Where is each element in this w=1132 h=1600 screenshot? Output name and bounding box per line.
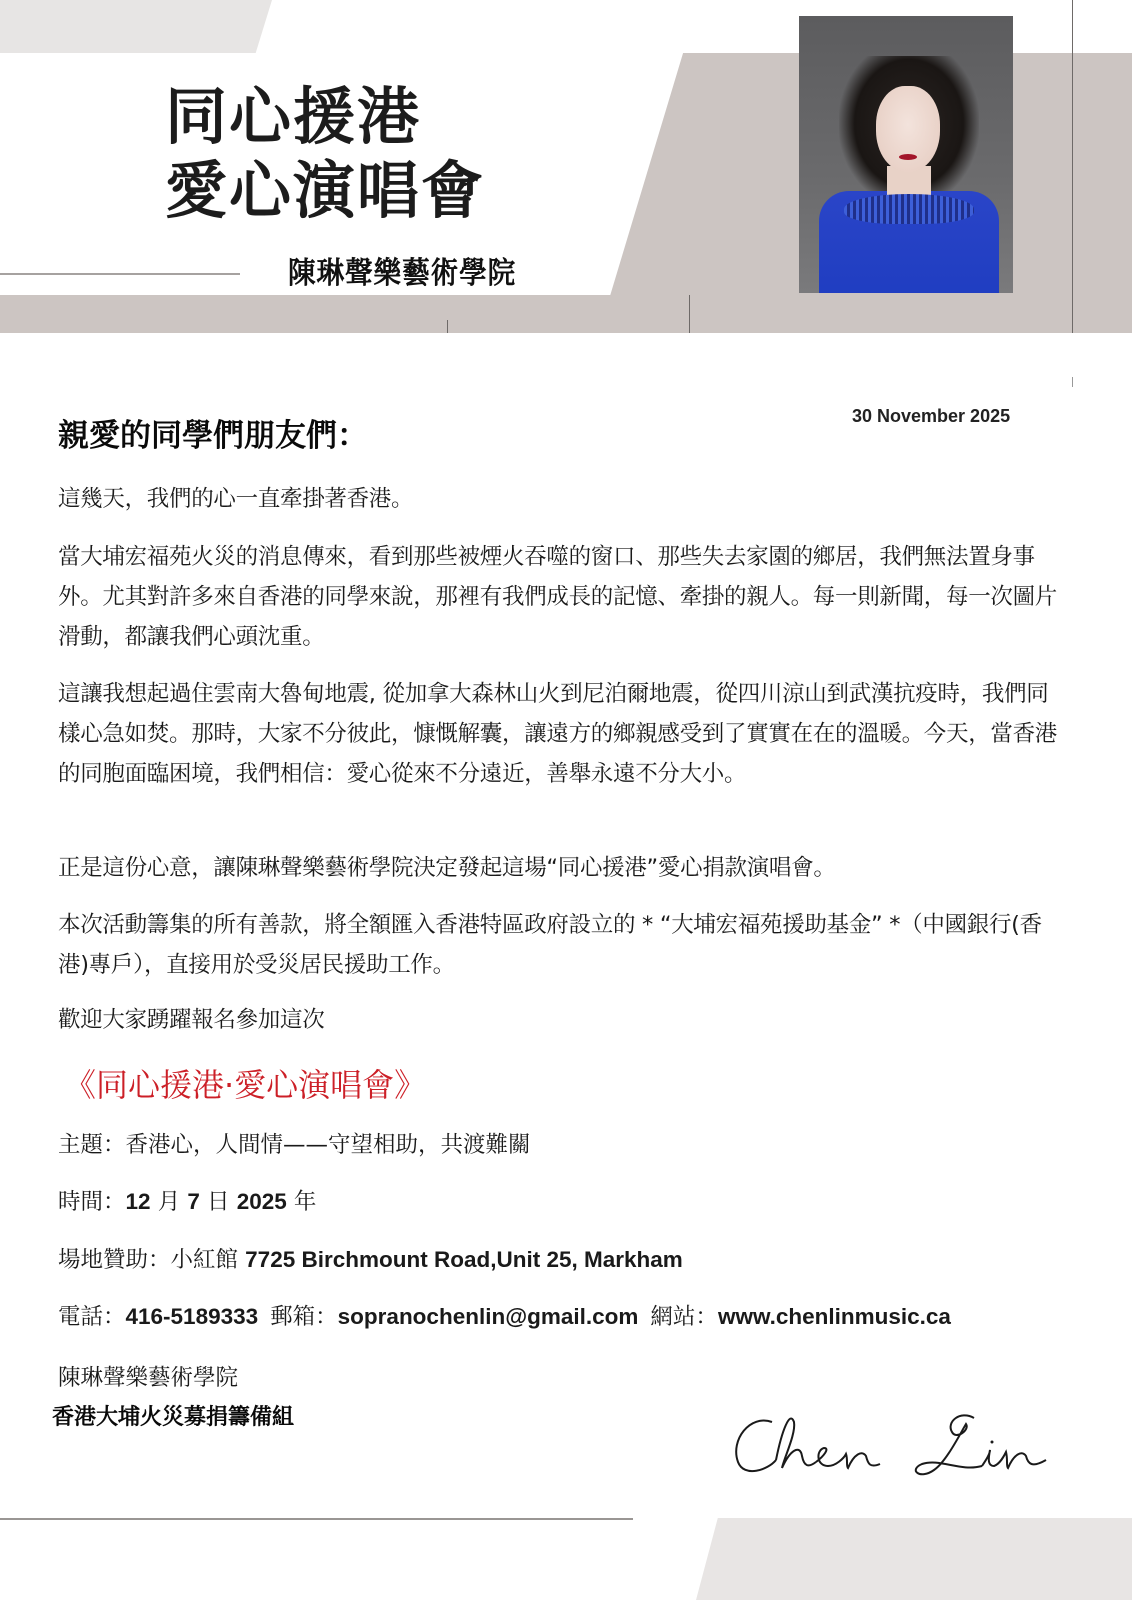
header-rule: [0, 273, 240, 275]
portrait-photo: [799, 16, 1013, 293]
venue-name: 小紅館: [170, 1247, 246, 1273]
header-decor-band: [0, 295, 1132, 333]
poster-title-line2: 愛心演唱會: [165, 154, 486, 227]
time-month-num: 12: [125, 1189, 151, 1214]
header-decor-top-left: [0, 0, 272, 53]
time-day-unit: 日: [199, 1189, 237, 1215]
photo-lips: [899, 154, 917, 160]
paragraph-3: 這讓我想起過住雲南大魯甸地震, 從加拿大森林山火到尼泊爾地震，從四川涼山到武漢抗疫時，我們同樣心急如焚。那時，大家不分彼此，慷慨解囊，讓遠方的鄉親感受到了實實在在的溫暖。今天，當香港的同胞面臨困境，我們相信：愛心從來不分遠近，善舉永遠不分大小。: [58, 681, 1058, 787]
time-day-num: 7: [187, 1189, 200, 1214]
header-divider: [689, 295, 690, 333]
email-link[interactable]: sopranochenlin@gmail.com: [337, 1304, 639, 1329]
event-theme: [58, 1128, 531, 1162]
header-divider-right: [1072, 0, 1073, 333]
letter-greeting: 親愛的同學們朋友們：: [58, 418, 368, 454]
poster-title: [165, 80, 485, 228]
venue-address: 7725 Birchmount Road,Unit 25, Markham: [245, 1247, 683, 1272]
signature-strokes: [720, 1400, 1080, 1490]
letter-date: 30 November 2025: [852, 406, 1011, 426]
event-title: 《同心援港·愛心演唱會》: [64, 1066, 427, 1104]
time-month-unit: 月: [150, 1189, 188, 1215]
footer-rule: [0, 1518, 633, 1520]
theme-label: 主題：: [58, 1132, 126, 1158]
phone-number[interactable]: 416-5189333: [125, 1304, 259, 1329]
header-tick: [447, 320, 448, 333]
event-venue: [58, 1243, 683, 1277]
paragraph-4: 正是這份心意，讓陳琳聲樂藝術學院決定發起這場“同心援港”愛心捐款演唱會。: [58, 855, 836, 881]
paragraph-2: 當大埔宏福苑火災的消息傳來，看到那些被煙火吞噬的窗口、那些失去家園的鄉居，我們無法置身事外。尤其對許多來自香港的同學來說，那裡有我們成長的記憶、牽掛的親人。每一則新聞，每一次圖片滑動，都讓我們心頭沈重。: [58, 544, 1058, 650]
photo-collar: [844, 194, 974, 224]
signoff-committee: 香港大埔火災募捐籌備組: [52, 1404, 295, 1430]
margin-tick: [1072, 377, 1073, 387]
time-year-num: 2025: [236, 1189, 287, 1214]
footer-decor: [696, 1518, 1132, 1600]
event-time: [58, 1185, 316, 1219]
paragraph-1: 這幾天，我們的心一直牽掛著香港。: [58, 486, 414, 512]
email-label: 郵箱：: [270, 1304, 338, 1330]
time-label: 時間：: [58, 1189, 126, 1215]
signature: [720, 1400, 1080, 1490]
contact-info: [58, 1300, 951, 1334]
poster-title-line1: 同心援港: [165, 80, 422, 153]
signoff-school: 陳琳聲樂藝術學院: [58, 1365, 239, 1391]
venue-label: 場地贊助：: [58, 1247, 171, 1273]
time-year-unit: 年: [286, 1189, 317, 1215]
theme-value: 香港心，人間情——守望相助，共渡難關: [125, 1132, 531, 1158]
school-name-header: 陳琳聲樂藝術學院: [288, 256, 517, 291]
phone-label: 電話：: [58, 1304, 126, 1330]
paragraph-6: 歡迎大家踴躍報名參加這次: [58, 1007, 325, 1033]
paragraph-5: 本次活動籌集的所有善款，將全額匯入香港特區政府設立的 * “大埔宏福苑援助基金” *（中國銀行(香港)專戶），直接用於受災居民援助工作。: [58, 912, 1042, 978]
website-link[interactable]: www.chenlinmusic.ca: [717, 1304, 951, 1329]
website-label: 網站：: [650, 1304, 718, 1330]
